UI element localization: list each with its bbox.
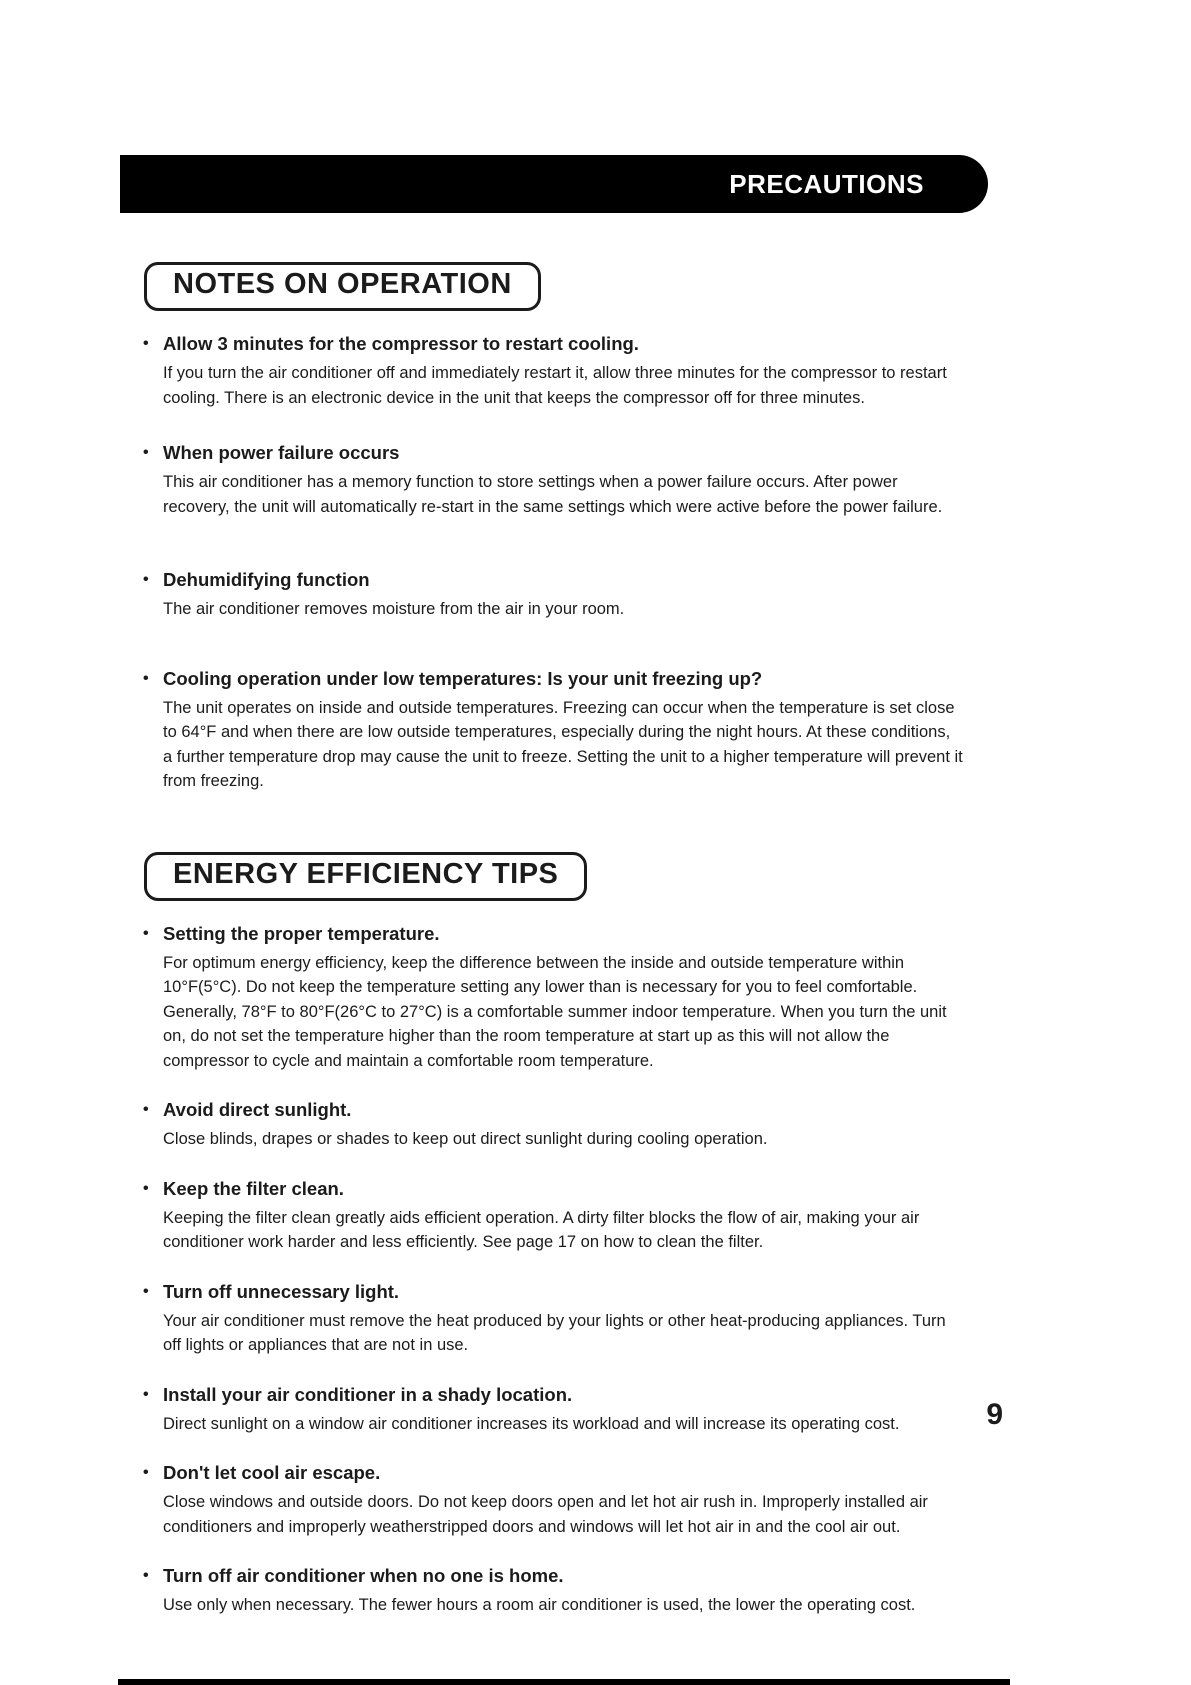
item-heading-row bbox=[143, 440, 1020, 466]
item-body: Close windows and outside doors. Do not keep doors open and let hot air rush in. Improperly installed air conditioners and improperly weatherstripped doors and windows will let hot air in and the cool air out. bbox=[163, 1493, 928, 1536]
item-body: The air conditioner removes moisture from the air in your room. bbox=[163, 600, 625, 618]
section-title: NOTES ON OPERATION bbox=[173, 268, 512, 300]
item-heading: Allow 3 minutes for the compressor to restart cooling. bbox=[163, 333, 639, 354]
bullet-icon: • bbox=[143, 669, 149, 687]
item-heading: Turn off unnecessary light. bbox=[163, 1280, 400, 1302]
item-heading-row bbox=[143, 1460, 1020, 1486]
item-heading-row bbox=[143, 666, 1020, 692]
item-body: The unit operates on inside and outside temperatures. Freezing can occur when the temperature is set close to 64°F and when there are low outside temperatures, especially during the night hours. At these conditions, a further temperature drop may cause the unit to freeze. Setting the unit to a higher temperature will prevent it from freezing. bbox=[163, 698, 963, 790]
item-body: Your air conditioner must remove the heat produced by your lights or other heat-producing appliances. Turn off lights or appliances that are not in use. bbox=[163, 1311, 946, 1354]
page-content bbox=[120, 262, 1020, 1618]
item-body: Use only when necessary. The fewer hours a room air conditioner is used, the lower the operating cost. bbox=[163, 1596, 916, 1614]
item-heading: Install your air conditioner in a shady location. bbox=[163, 1383, 573, 1405]
bullet-icon: • bbox=[143, 1101, 149, 1118]
item-heading: Don't let cool air escape. bbox=[163, 1462, 381, 1483]
item-heading-row bbox=[143, 1563, 1020, 1589]
bullet-icon: • bbox=[143, 1567, 149, 1584]
section-notes-on-operation bbox=[120, 262, 1020, 794]
item-body: Direct sunlight on a window air conditioner increases its workload and will increase its operating cost. bbox=[163, 1414, 900, 1433]
list-item bbox=[120, 1382, 1020, 1437]
item-heading: Turn off air conditioner when no one is home. bbox=[163, 1565, 564, 1586]
bullet-icon: • bbox=[143, 335, 149, 352]
item-heading-row bbox=[143, 1279, 1020, 1305]
list-item bbox=[120, 1460, 1020, 1539]
bottom-edge-bar bbox=[118, 1679, 1010, 1685]
item-heading-row bbox=[143, 331, 1020, 357]
item-heading: Keep the filter clean. bbox=[163, 1177, 344, 1199]
precautions-banner bbox=[120, 155, 988, 213]
section-title-box bbox=[144, 852, 587, 901]
list-item bbox=[120, 666, 1020, 794]
item-heading: Dehumidifying function bbox=[163, 569, 370, 590]
banner-title: PRECAUTIONS bbox=[729, 168, 924, 199]
bullet-icon: • bbox=[143, 1464, 149, 1481]
item-heading: Avoid direct sunlight. bbox=[163, 1099, 352, 1120]
page-number: 9 bbox=[986, 1398, 1003, 1431]
list-item bbox=[120, 1097, 1020, 1152]
item-heading-row bbox=[143, 1382, 1020, 1408]
section-energy-efficiency-tips bbox=[120, 852, 1020, 1618]
list-item bbox=[120, 331, 1020, 410]
item-heading-row bbox=[143, 1176, 1020, 1202]
bullet-icon: • bbox=[143, 924, 149, 942]
item-heading: Setting the proper temperature. bbox=[163, 922, 440, 944]
item-body: For optimum energy efficiency, keep the difference between the inside and outside temperature within 10°F(5°C). Do not keep the temperature setting any lower than is necessary for you to feel comfortable. Generally, 78°F to 80°F(26°C to 27°C) is a comfortable summer indoor temperature. When you turn the unit on, do not set the temperature higher than the room temperature at start up as this will not allow the compressor to cycle and maintain a comfortable room temperature. bbox=[163, 953, 947, 1070]
list-item bbox=[120, 567, 1020, 622]
bullet-icon: • bbox=[143, 1385, 149, 1403]
section-title: ENERGY EFFICIENCY TIPS bbox=[173, 857, 559, 890]
bullet-icon: • bbox=[143, 444, 149, 461]
section-title-box bbox=[144, 262, 541, 311]
item-heading-row bbox=[143, 921, 1020, 947]
list-item bbox=[120, 1279, 1020, 1358]
item-heading: Cooling operation under low temperatures: Is your unit freezing up? bbox=[163, 667, 763, 689]
bullet-icon: • bbox=[143, 571, 149, 588]
item-heading-row bbox=[143, 567, 1020, 593]
item-heading-row bbox=[143, 1097, 1020, 1123]
item-body: This air conditioner has a memory function to store settings when a power failure occurs. After power recovery, the unit will automatically re-start in the same settings which were active before the power failure. bbox=[163, 473, 943, 516]
list-item bbox=[120, 921, 1020, 1074]
list-item bbox=[120, 1176, 1020, 1255]
list-item bbox=[120, 1563, 1020, 1618]
item-body: Close blinds, drapes or shades to keep out direct sunlight during cooling operation. bbox=[163, 1130, 768, 1148]
list-item bbox=[120, 440, 1020, 519]
item-heading: When power failure occurs bbox=[163, 442, 400, 463]
item-body: If you turn the air conditioner off and immediately restart it, allow three minutes for the compressor to restart cooling. There is an electronic device in the unit that keeps the compressor off for three minutes. bbox=[163, 364, 947, 407]
item-body: Keeping the filter clean greatly aids efficient operation. A dirty filter blocks the flow of air, making your air conditioner work harder and less efficiently. See page 17 on how to clean the filter. bbox=[163, 1208, 920, 1251]
bullet-icon: • bbox=[143, 1179, 149, 1197]
bullet-icon: • bbox=[143, 1282, 149, 1300]
